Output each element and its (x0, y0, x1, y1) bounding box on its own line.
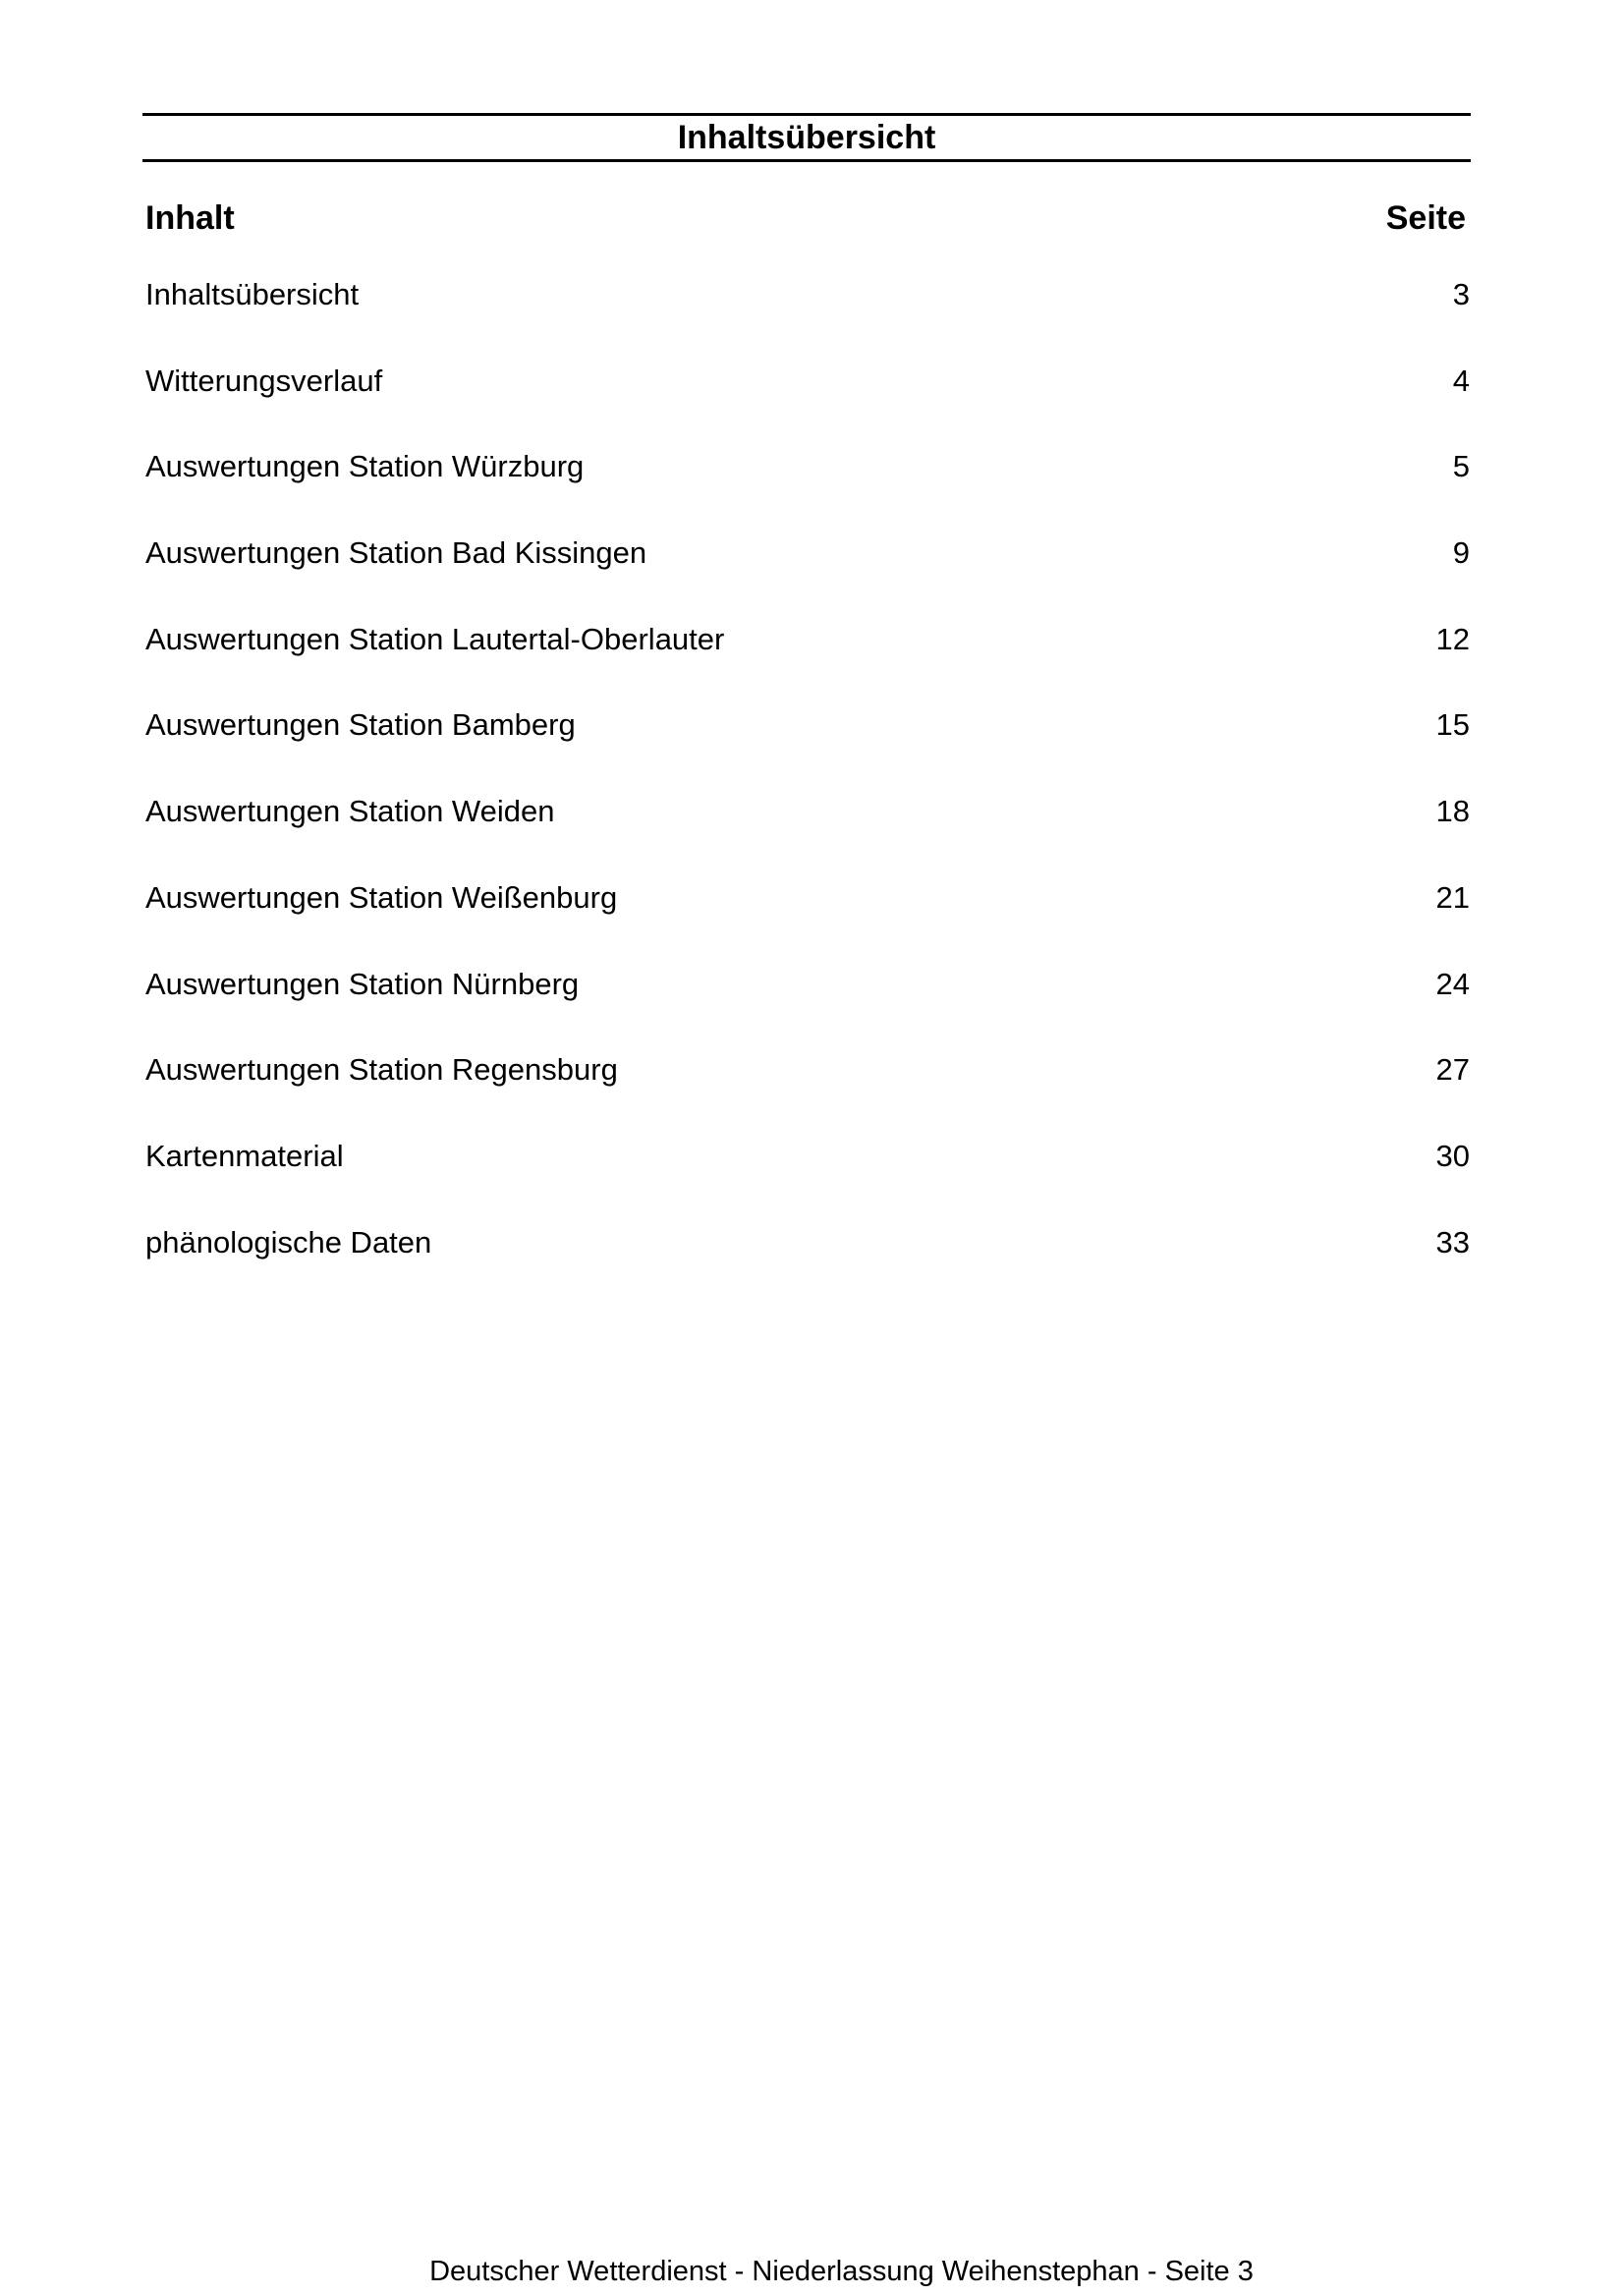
toc-entry-page: 5 (1452, 449, 1470, 484)
toc-entry[interactable] (145, 961, 1470, 1047)
toc-entry[interactable] (145, 443, 1470, 530)
page-title: Inhaltsübersicht (677, 119, 936, 156)
toc-entry-page: 3 (1452, 277, 1470, 311)
toc-entry-page: 18 (1435, 794, 1470, 829)
toc-entry-title: Auswertungen Station Lautertal-Oberlauter (145, 621, 725, 656)
toc-entry-title: Auswertungen Station Weißenburg (145, 879, 618, 915)
toc-entry-title: phänologische Daten (145, 1224, 432, 1260)
toc-entry-page: 21 (1435, 879, 1470, 915)
toc-entry[interactable] (145, 530, 1470, 616)
toc-entry-page: 27 (1435, 1052, 1470, 1088)
toc-header-seite: Seite (1385, 199, 1466, 237)
toc-entry-page: 15 (1435, 707, 1470, 743)
toc-entry[interactable] (145, 616, 1470, 702)
toc-entry[interactable] (145, 1219, 1470, 1306)
toc-entry-title: Auswertungen Station Regensburg (145, 1052, 618, 1088)
toc-entry-page: 33 (1435, 1224, 1470, 1260)
toc-entry-title: Auswertungen Station Bamberg (145, 707, 576, 743)
toc-entry-title: Kartenmaterial (145, 1138, 344, 1173)
toc-entry-title: Auswertungen Station Bad Kissingen (145, 535, 647, 571)
toc-entry-title: Witterungsverlauf (145, 363, 383, 398)
toc-header (145, 195, 1470, 242)
toc-entry-title: Inhaltsübersicht (145, 277, 360, 311)
toc-entry[interactable] (145, 701, 1470, 788)
toc-entry[interactable] (145, 358, 1470, 444)
toc-entry-page: 4 (1452, 363, 1470, 398)
toc-entry-title: Auswertungen Station Würzburg (145, 449, 585, 484)
toc-entry[interactable] (145, 1133, 1470, 1219)
toc-entry[interactable] (145, 788, 1470, 874)
toc-entry-page: 24 (1435, 966, 1470, 1001)
toc-entry[interactable] (145, 874, 1470, 961)
toc-header-inhalt: Inhalt (145, 199, 235, 237)
toc-entry[interactable] (145, 271, 1470, 358)
toc-entry-page: 12 (1435, 621, 1470, 656)
toc-entry-page: 30 (1435, 1138, 1470, 1173)
toc-entry-page: 9 (1452, 535, 1470, 571)
page-footer: Deutscher Wetterdienst - Niederlassung Weihenstephan - Seite 3 (429, 2256, 1254, 2287)
toc-list (145, 271, 1470, 1305)
toc-entry-title: Auswertungen Station Nürnberg (145, 966, 580, 1001)
page-title-block (142, 113, 1471, 162)
toc-entry[interactable] (145, 1046, 1470, 1133)
toc-entry-title: Auswertungen Station Weiden (145, 794, 555, 829)
